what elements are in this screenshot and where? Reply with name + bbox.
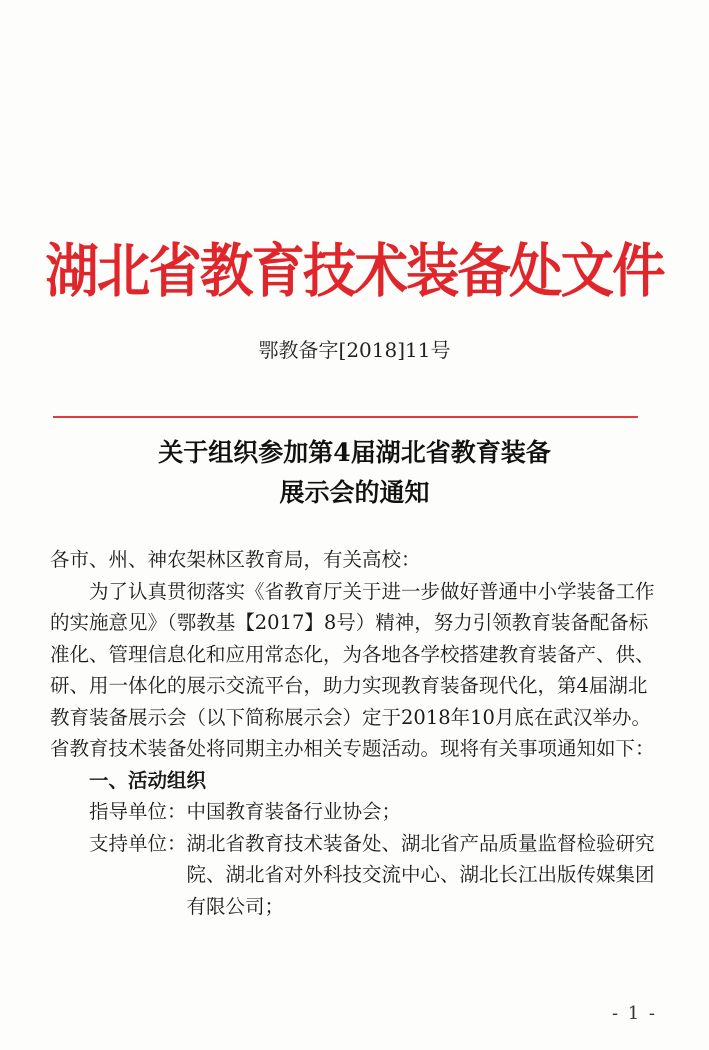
agency-title: 湖北省教育技术装备处文件 (45, 237, 664, 305)
page-number: - 1 - (611, 1003, 657, 1024)
guiding-unit-row (50, 796, 662, 828)
addressee: 各市、州、神农架林区教育局，有关高校： (50, 548, 421, 571)
red-separator-line (53, 416, 638, 418)
supporting-unit-label: 支持单位： (89, 831, 187, 855)
notice-title-line-1: 关于组织参加第4届湖北省教育装备 (158, 438, 551, 467)
body-paragraph-1: 为了认真贯彻落实《省教育厅关于进一步做好普通中小学装备工作的实施意见》（鄂教基【2017】8号）精神，努力引领教育装备配备标准化、管理信息化和应用常态化，为各地各学校搭建教育装备产、供、研、用一体化的展示交流平台，助力实现教育装备现代化，第4届湖北教育装备展示会（以下简称展示会）定于2018年10月底在武汉举办。省教育技术装备处将同期主办相关专题活动。现将有关事项通知如下： (50, 579, 655, 760)
notice-title-line-2: 展示会的通知 (279, 478, 430, 507)
document-number: 鄂教备字[2018]11号 (258, 338, 451, 362)
guiding-unit-label: 指导单位： (89, 800, 187, 823)
notice-title (0, 433, 709, 513)
supporting-unit-value: 湖北省教育技术装备处、湖北省产品质量监督检验研究院、湖北省对外科技交流中心、湖北长江出版传媒集团有限公司； (186, 831, 655, 918)
section-heading-activity-organization: 一、活动组织 (89, 768, 207, 792)
notice-body (50, 544, 662, 922)
supporting-unit-row (50, 828, 662, 923)
guiding-unit-value: 中国教育装备行业协会； (186, 800, 402, 823)
